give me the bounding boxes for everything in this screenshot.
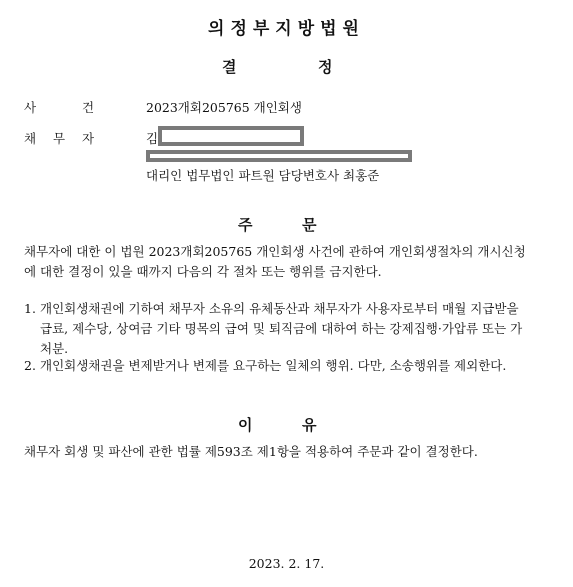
court-name: 의정부지방법원: [208, 19, 365, 39]
debtor-label-char-1: 채: [24, 131, 37, 146]
order-item-2-num: 2.: [24, 358, 36, 373]
debtor-name-prefix: 김: [146, 131, 159, 146]
order-heading-char-1: 주: [238, 216, 253, 234]
redacted-debtor-address: [146, 150, 412, 162]
order-item-1-text: 개인회생채권에 기하여 채무자 소유의 유체동산과 채무자가 사용자로부터 매월 지급받을 급료, 제수당, 상여금 기타 명목의 급여 및 퇴직금에 대하여 하는 강제집행·가압류 또는 가처분.: [40, 301, 523, 356]
debtor-agent: 대리인 법무법인 파트원 담당변호사 최홍준: [146, 168, 380, 183]
debtor-label-char-2: 무: [53, 131, 66, 146]
debtor-label-char-3: 자: [82, 131, 95, 146]
order-item-1-num: 1.: [24, 301, 36, 316]
decision-date: 2023. 2. 17.: [248, 556, 325, 571]
doc-title-char-1: 결: [222, 58, 237, 76]
reason-heading-char-2: 유: [302, 416, 317, 434]
case-number: 2023개회205765 개인회생: [146, 100, 302, 115]
redacted-debtor-name: [158, 126, 304, 146]
reason-text: 채무자 회생 및 파산에 관한 법률 제593조 제1항을 적용하여 주문과 같이 결정한다.: [24, 444, 478, 459]
order-intro: 채무자에 대한 이 법원 2023개회205765 개인회생 사건에 관하여 개인회생절차의 개시신청에 대한 결정이 있을 때까지 다음의 각 절차 또는 행위를 금지한다.: [24, 244, 526, 279]
reason-heading-char-1: 이: [238, 416, 253, 434]
order-heading-char-2: 문: [302, 216, 317, 234]
case-label-char-1: 사: [24, 100, 37, 115]
case-label-char-2: 건: [82, 100, 95, 115]
doc-title-char-2: 정: [318, 58, 333, 76]
order-item-2-text: 개인회생채권을 변제받거나 변제를 요구하는 일체의 행위. 다만, 소송행위를 제외한다.: [40, 358, 507, 373]
